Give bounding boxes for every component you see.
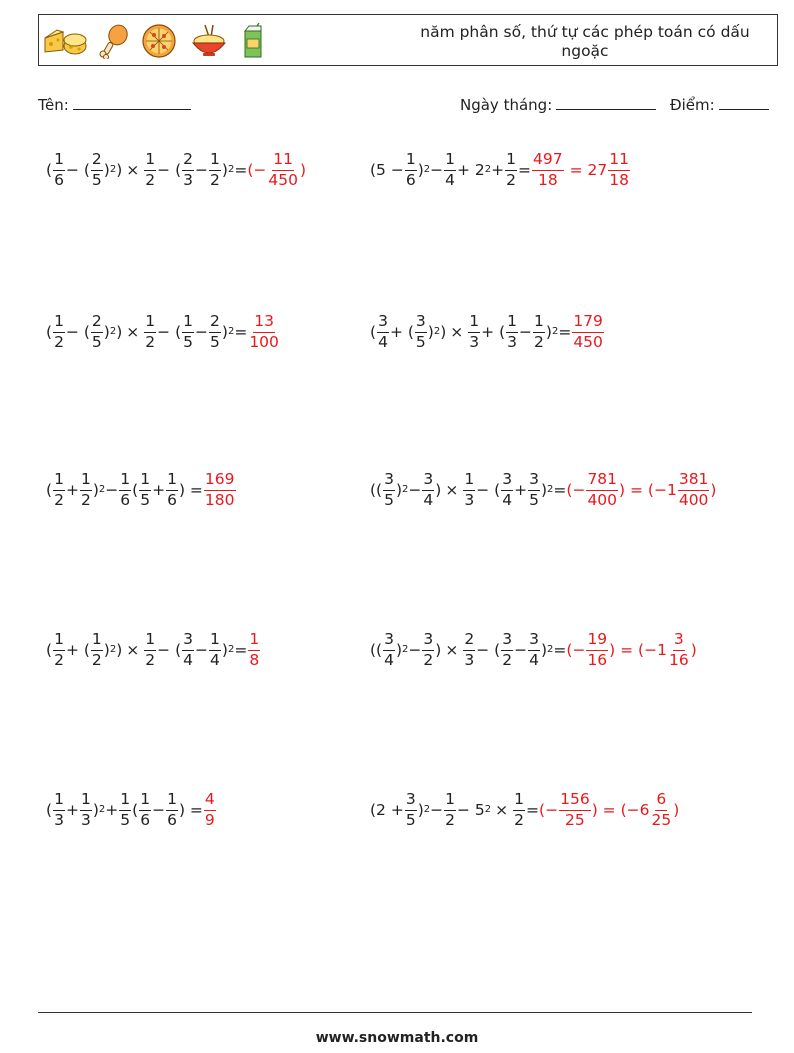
cheese-icon [43,26,87,56]
date-blank[interactable] [556,94,656,110]
footer-site-link[interactable]: www.snowmath.com [315,1030,479,1046]
answer-4: $\frac{179}{450}$ [573,312,603,351]
answer-9: $\frac{4}{9}$ [204,790,215,829]
score-label: Điểm: [670,96,715,114]
problem-7: ( $\frac{1}{2}$ + ( $\frac{1}{2}$ ) 2 ) × $\frac{1}{2}$ − ( $\frac{3}{4}$ − $\frac{1}{4}$ ) 2 = $\frac{1}{8}$ [46,630,260,669]
pizza-icon [141,23,177,59]
problem-4: ( $\frac{3}{4}$ + ( $\frac{3}{5}$ ) 2 ) × $\frac{1}{3}$ + ( $\frac{1}{3}$ − $\frac{1}{2}$ ) 2 = $\frac{179}{450}$ [370,312,603,351]
answer-6: (− $\frac{781}{400}$ ) = (−1 $\frac{381}{400}$ ) [566,470,717,509]
problem-2: (5 − $\frac{1}{6}$ ) 2 − $\frac{1}{4}$ + 2 2 + $\frac{1}{2}$ = $\frac{497}{18}$ = 27 $\frac{11}{18}$ [370,150,629,189]
answer-10: (− $\frac{156}{25}$ ) = (−6 $\frac{6}{25}$ ) [539,790,680,829]
problem-8: (( $\frac{3}{4}$ ) 2 − $\frac{3}{2}$ ) × $\frac{2}{3}$ − ( $\frac{3}{2}$ − $\frac{3}{4}$ ) 2 = (− $\frac{19}{16}$ ) = (−1 $\frac{3}{16}$ ) [370,630,697,669]
answer-5: $\frac{169}{180}$ [204,470,235,509]
footer-divider [38,1012,752,1013]
rice-bowl-icon [189,23,229,59]
date-label: Ngày tháng: [460,96,553,114]
chicken-leg-icon [99,23,129,59]
header-icons [43,22,265,60]
juice-box-icon [241,23,265,59]
score-field[interactable] [670,94,769,114]
problem-3: ( $\frac{1}{2}$ − ( $\frac{2}{5}$ ) 2 ) × $\frac{1}{2}$ − ( $\frac{1}{5}$ − $\frac{2}{5}$ ) 2 = $\frac{13}{100}$ [46,312,279,351]
answer-8: (− $\frac{19}{16}$ ) = (−1 $\frac{3}{16}$ ) [566,630,697,669]
name-label: Tên: [38,96,69,114]
problem-6: (( $\frac{3}{5}$ ) 2 − $\frac{3}{4}$ ) × $\frac{1}{3}$ − ( $\frac{3}{4}$ + $\frac{3}{5}$ ) 2 = (− $\frac{781}{400}$ ) = (−1 $\frac{381}{400}$ ) [370,470,717,509]
problem-5: ( $\frac{1}{2}$ + $\frac{1}{2}$ ) 2 − $\frac{1}{6}$ ( $\frac{1}{5}$ + $\frac{1}{6}$ ) = $\frac{169}{180}$ [46,470,235,509]
score-blank[interactable] [719,94,769,110]
name-blank[interactable] [73,94,191,110]
problem-1: ( $\frac{1}{6}$ − ( $\frac{2}{5}$ ) 2 ) × $\frac{1}{2}$ − ( $\frac{2}{3}$ − $\frac{1}{2}$ ) 2 = (− $\frac{11}{450}$ ) [46,150,307,189]
answer-2: $\frac{497}{18}$ = 27 $\frac{11}{18}$ [533,150,629,189]
date-field[interactable] [460,94,656,114]
answer-7: $\frac{1}{8}$ [249,630,260,669]
answer-1: (− $\frac{11}{450}$ ) [247,150,307,189]
answer-3: $\frac{13}{100}$ [249,312,279,351]
student-info-row [38,94,770,116]
name-field[interactable] [38,94,191,114]
header-box [38,14,778,66]
worksheet-title: năm phân số, thứ tự các phép toán có dấu ngoặc [420,23,750,60]
problem-9: ( $\frac{1}{3}$ + $\frac{1}{3}$ ) 2 + $\frac{1}{5}$ ( $\frac{1}{6}$ − $\frac{1}{6}$ ) = $\frac{4}{9}$ [46,790,215,829]
problem-10: (2 + $\frac{3}{5}$ ) 2 − $\frac{1}{2}$ − 5 2 × $\frac{1}{2}$ = (− $\frac{156}{25}$ ) = (−6 $\frac{6}{25}$ ) [370,790,680,829]
